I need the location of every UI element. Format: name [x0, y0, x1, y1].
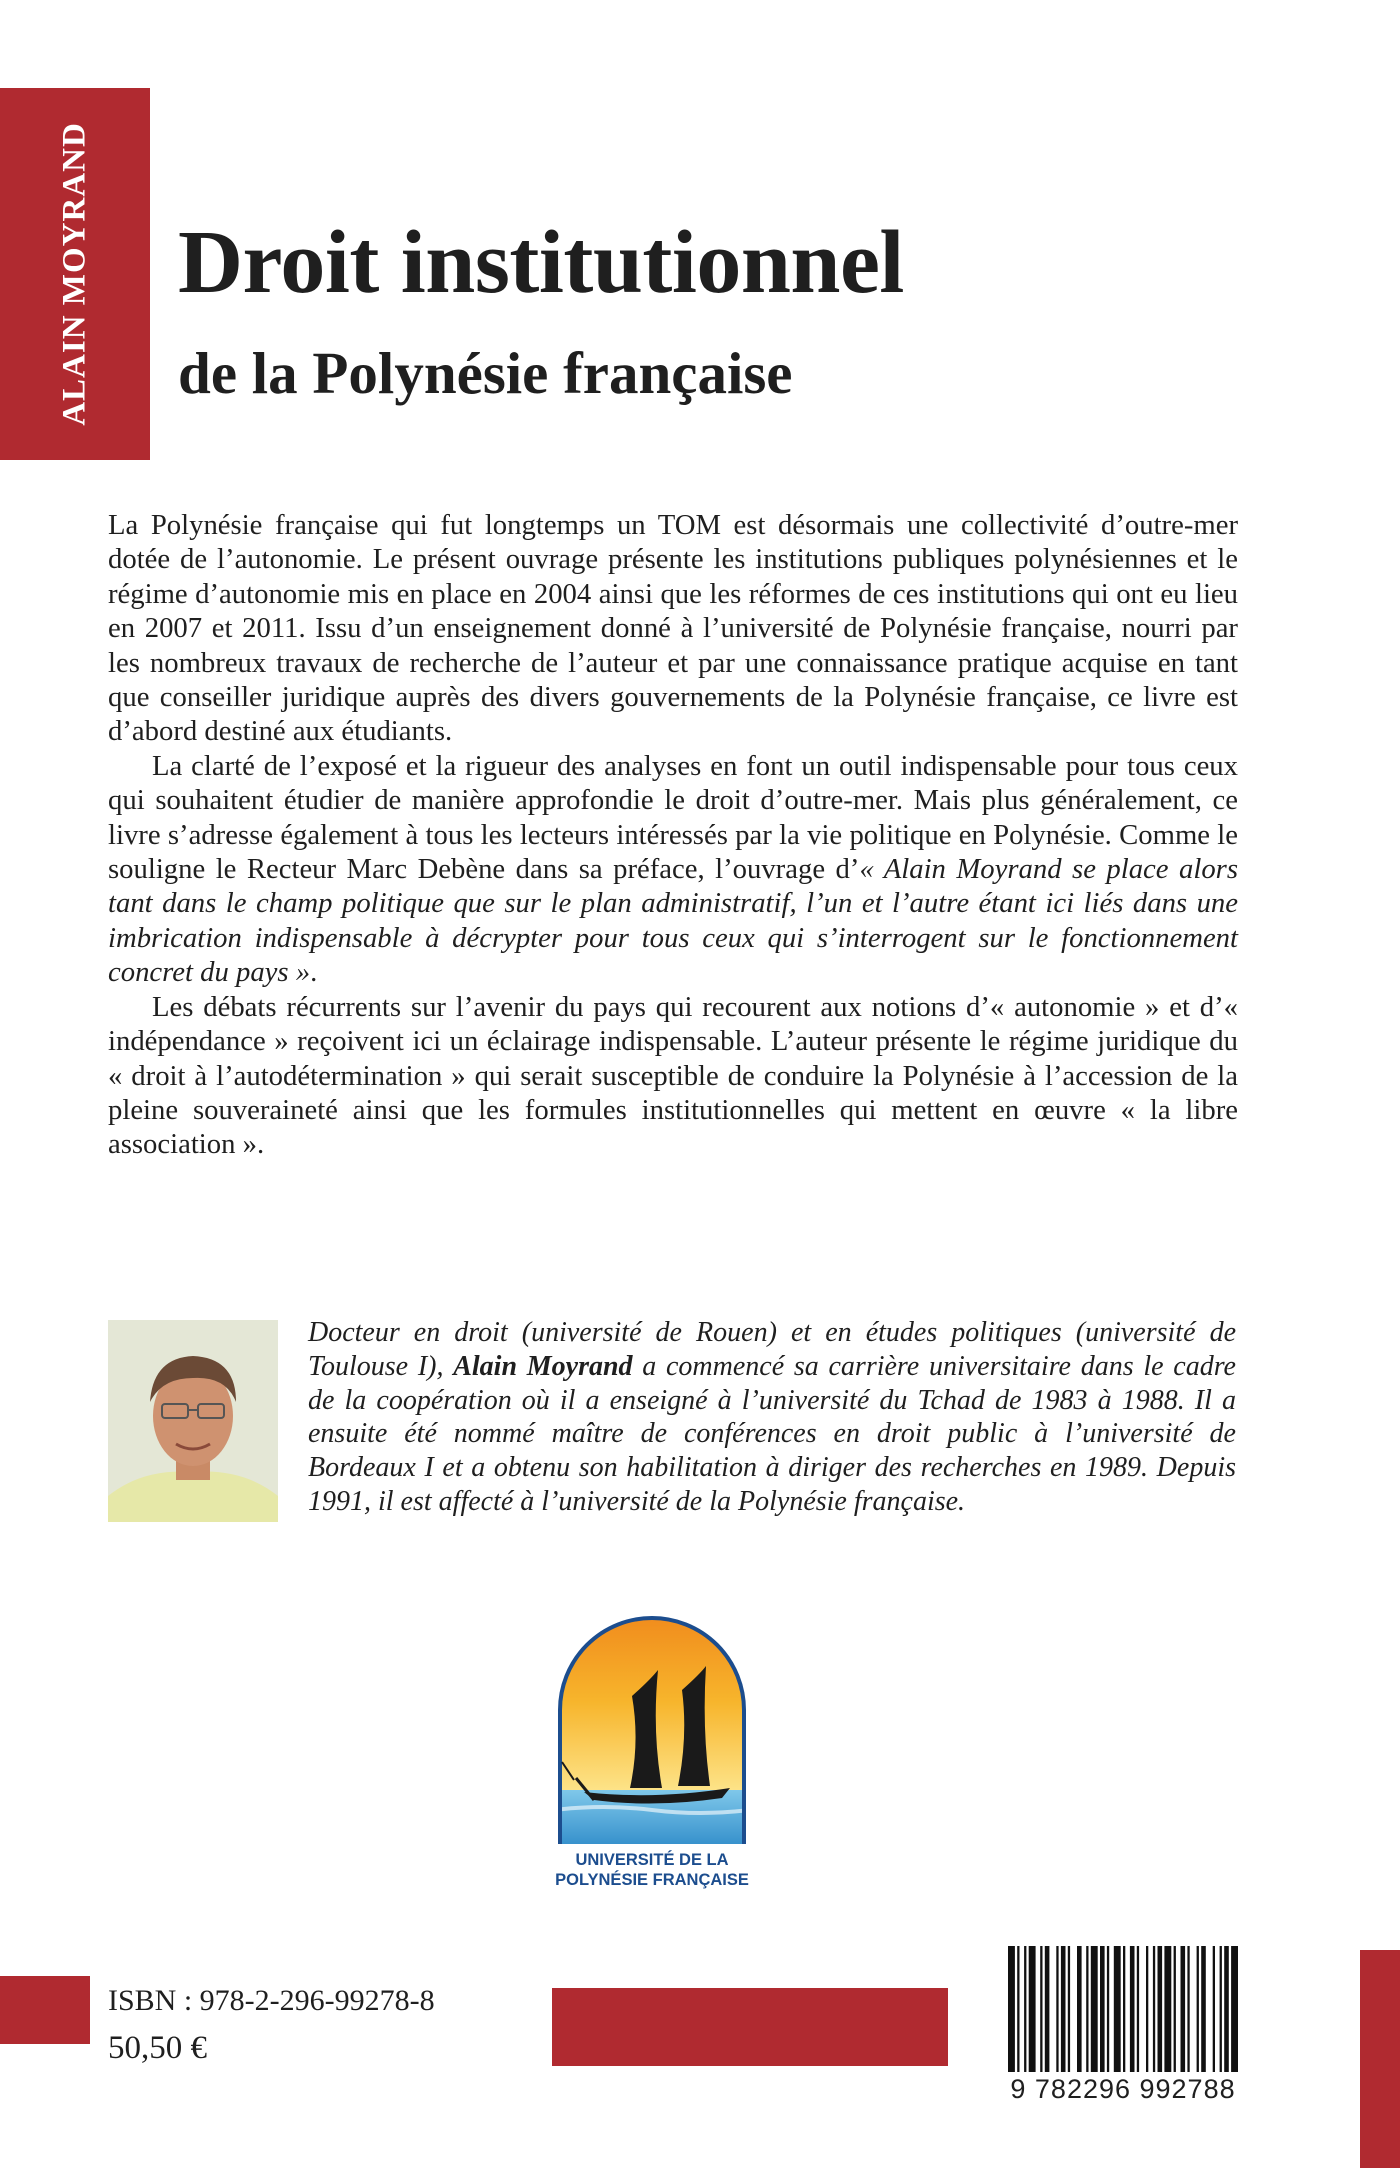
bio-text-start: Docteur en droit (université de Rouen) et en études politiques (université de Toulouse I),: [308, 1317, 1236, 1382]
barcode-bar: [1008, 1946, 1015, 2072]
barcode-bar: [1040, 1946, 1042, 2072]
barcode-bar: [1231, 1946, 1238, 2072]
barcode-bar: [1197, 1946, 1199, 2072]
barcode-bar: [1153, 1946, 1155, 2072]
book-title: Droit institutionnel: [178, 213, 904, 312]
isbn: ISBN : 978-2-296-99278-8: [108, 1984, 435, 2017]
barcode-bar: [1174, 1946, 1176, 2072]
book-subtitle: de la Polynésie française: [178, 340, 793, 406]
bio-author-name: Alain Moyrand: [453, 1350, 633, 1382]
barcode-bar: [1130, 1946, 1135, 2072]
blurb-paragraph-3: Les débats récurrents sur l’avenir du pays qui recourent aux notions d’« autonomie » et d’« indépendance » reçoivent ici un éclairage indispensable. L’auteur présente le régime juridique du « droit à l’autodétermination » qui serait susceptible de conduire la Polynésie à l’accession de la pleine souveraineté ainsi que les formules institutionnelles qui mettent en œuvre « la libre association ».: [108, 990, 1238, 1161]
barcode-bar: [1224, 1946, 1229, 2072]
barcode-digits: 9 782296 992788: [1010, 2074, 1236, 2104]
barcode-bar: [1024, 1946, 1026, 2072]
barcode-bar: [1077, 1946, 1082, 2072]
preface-quote: « Alain Moyrand se place alors tant dans le champ politique que sur le plan administratif, l’un et l’autre étant ici liés dans une imbrication indispensable à décrypter pour tous ceux qui s’interrogent sur le fonctionnement concret du pays »: [108, 853, 1238, 989]
footer-band-middle: [552, 1988, 948, 2066]
barcode-bar: [1017, 1946, 1019, 2072]
barcode-bar: [1107, 1946, 1109, 2072]
barcode-bar: [1068, 1946, 1070, 2072]
barcode-bar: [1201, 1946, 1206, 2072]
barcode-bar: [1061, 1946, 1066, 2072]
back-cover-blurb: [108, 508, 1238, 1162]
barcode-bar: [1086, 1946, 1088, 2072]
barcode-bar: [1100, 1946, 1105, 2072]
footer-band-right: [1360, 1950, 1400, 2168]
barcode-bar: [1164, 1946, 1171, 2072]
footer-band-left: [0, 1976, 90, 2044]
barcode-bar: [1220, 1946, 1222, 2072]
blurb-paragraph-2: [108, 749, 1238, 990]
blurb-paragraph-2-text: La clarté de l’exposé et la rigueur des analyses en font un outil indispensable pour tous ceux qui souhaitent étudier de manière approfondie le droit d’outre-mer. Mais plus généralement, ce livre s’adresse également à tous les lecteurs intéressés par la vie politique en Polynésie. Comme le souligne le Recteur Marc Debène dans sa préface, l’ouvrage d’: [108, 749, 1238, 886]
barcode-bar: [1158, 1946, 1163, 2072]
barcode-bar: [1114, 1946, 1121, 2072]
barcode-bar: [1146, 1946, 1148, 2072]
spine-author-name: ALAIN MOYRAND: [56, 122, 93, 426]
blurb-paragraph-1: La Polynésie française qui fut longtemps un TOM est désormais une collectivité d’outre-mer dotée de l’autonomie. Le présent ouvrage présente les institutions publiques polynésiennes et le régime d’autonomie mis en place en 2004 ainsi que les réformes de ces institutions qui ont eu lieu en 2007 et 2011. Issu d’un enseignement donné à l’université de Polynésie française, nourri par les nombreux travaux de recherche de l’auteur et par une connaissance pratique acquise en tant que conseiller juridique auprès des divers gouvernements de la Polynésie française, ce livre est d’abord destiné aux étudiants.: [108, 509, 1238, 748]
barcode-bar: [1187, 1946, 1189, 2072]
barcode-bar: [1091, 1946, 1098, 2072]
university-logo-caption: [540, 1850, 764, 1890]
price: 50,50 €: [108, 2030, 207, 2066]
barcode-bar: [1029, 1946, 1036, 2072]
logo-caption-line-2: POLYNÉSIE FRANÇAISE: [555, 1871, 749, 1889]
logo-caption-line-1: UNIVERSITÉ DE LA: [575, 1851, 729, 1869]
barcode-bar: [1213, 1946, 1215, 2072]
author-photo: [108, 1320, 278, 1522]
author-biography: [308, 1316, 1236, 1519]
blurb-paragraph-2-end: .: [310, 956, 318, 989]
barcode-bar: [1045, 1946, 1050, 2072]
barcode-bar: [1137, 1946, 1139, 2072]
bio-text-end: a commencé sa carrière universitaire dans le cadre de la coopération où il a enseigné à l’université du Tchad de 1983 à 1988. Il a ensuite été nommé maître de conférences en droit public à l’université de Bordeaux I et a obtenu son habilitation à diriger des recherches en 1989. Depuis 1991, il est affecté à l’université de la Polynésie française.: [308, 1350, 1236, 1517]
barcode: [1008, 1946, 1238, 2072]
barcode-bar: [1181, 1946, 1186, 2072]
barcode-bar: [1056, 1946, 1058, 2072]
barcode-bar: [1123, 1946, 1125, 2072]
